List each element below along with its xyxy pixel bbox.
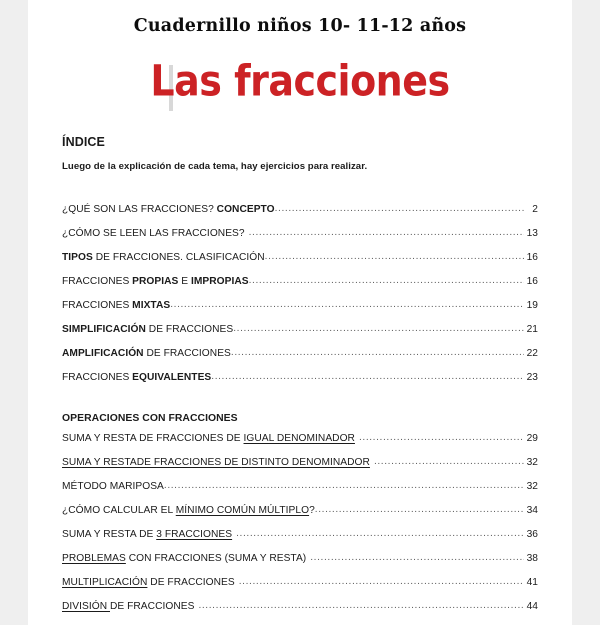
toc-entry[interactable] [62,222,538,246]
toc-leader-dots [198,601,524,611]
index-heading: ÍNDICE [62,135,105,150]
toc-entry-label: SIMPLIFICACIÓN DE FRACCIONES [62,324,234,336]
document-page [28,0,572,625]
title-banner [28,55,572,111]
toc-page-number: 44 [526,600,538,612]
index-note: Luego de la explicación de cada tema, hay ejercicios para realizar. [62,161,368,173]
toc-entry[interactable] [62,571,538,595]
toc-entry[interactable] [62,499,538,523]
toc-page-number: 16 [526,276,538,288]
toc-leader-dots [249,276,524,286]
toc-entry-label: MÉTODO MARIPOSA [62,480,164,492]
toc-entry-label: SUMA Y RESTADE FRACCIONES DE DISTINTO DENOMINADOR [62,457,370,468]
toc-page-number: 13 [526,228,538,240]
toc-section-two [62,427,538,619]
toc-entry-label: AMPLIFICACIÓN DE FRACCIONES [62,348,231,360]
toc-leader-dots [275,204,524,214]
toc-leader-dots [359,433,524,443]
document-header [28,0,572,36]
toc-page-number: 16 [526,252,538,264]
toc-entry[interactable] [62,427,538,451]
toc-page-number: 36 [526,528,538,540]
toc-page-number: 19 [526,300,538,312]
toc-page-number: 21 [526,324,538,336]
toc-page-number: 32 [526,480,538,492]
toc-page-number: 41 [526,576,538,588]
toc-entry-label: ¿QUÉ SON LAS FRACCIONES? CONCEPTO [62,204,275,216]
toc-leader-dots [249,228,524,238]
toc-leader-dots [164,481,524,491]
toc-entry-label: SUMA Y RESTA DE 3 FRACCIONES [62,528,233,540]
toc-entry-label: TIPOS DE FRACCIONES. CLASIFICACIÓN [62,252,265,264]
toc-entry[interactable] [62,595,538,619]
toc-entry-label: ¿CÓMO SE LEEN LAS FRACCIONES? [62,228,245,240]
toc-entry-label: FRACCIONES PROPIAS E IMPROPIAS [62,276,249,288]
document-body [28,135,572,619]
toc-entry-label: PROBLEMAS CON FRACCIONES (SUMA Y RESTA) [62,552,307,564]
header-title: Cuadernillo niños 10- 11-12 años [133,16,467,36]
toc-page-number: 38 [526,552,538,564]
toc-leader-dots [170,300,524,310]
toc-leader-dots [374,457,524,467]
toc-entry[interactable] [62,342,538,366]
toc-entry[interactable] [62,523,538,547]
section-heading-operaciones: OPERACIONES CON FRACCIONES [62,413,238,425]
toc-page-number: 29 [526,433,538,445]
toc-entry[interactable] [62,547,538,571]
toc-leader-dots [239,577,524,587]
toc-leader-dots [265,252,524,262]
toc-entry[interactable] [62,246,538,270]
toc-page-number: 34 [526,504,538,516]
toc-entry[interactable] [62,475,538,499]
toc-entry-label: SUMA Y RESTA DE FRACCIONES DE IGUAL DENOMINADOR [62,433,355,445]
toc-page-number: 22 [526,348,538,360]
toc-leader-dots [315,505,524,515]
toc-leader-dots [233,324,524,334]
toc-page-number: 23 [526,372,538,384]
toc-leader-dots [310,553,524,563]
toc-entry-label: MULTIPLICACIÓN DE FRACCIONES [62,576,235,588]
toc-entry[interactable] [62,366,538,390]
toc-section-one [62,198,538,390]
toc-leader-dots [236,529,524,539]
toc-entry[interactable] [62,318,538,342]
toc-entry[interactable] [62,294,538,318]
toc-entry[interactable] [62,451,538,475]
toc-leader-dots [211,372,524,382]
banner-title: Las fracciones [150,56,450,106]
toc-entry[interactable] [62,198,538,222]
toc-page-number: 2 [532,204,538,216]
section-spacer [62,390,538,413]
toc-entry-label: FRACCIONES EQUIVALENTES [62,372,212,384]
toc-entry-label: FRACCIONES MIXTAS [62,300,171,312]
toc-page-number: 32 [526,457,538,468]
toc-entry-label: ¿CÓMO CALCULAR EL MÍNIMO COMÚN MÚLTIPLO? [62,504,315,516]
toc-leader-dots [231,348,524,358]
toc-entry[interactable] [62,270,538,294]
toc-entry-label: DIVISIÓN DE FRACCIONES [62,600,195,612]
